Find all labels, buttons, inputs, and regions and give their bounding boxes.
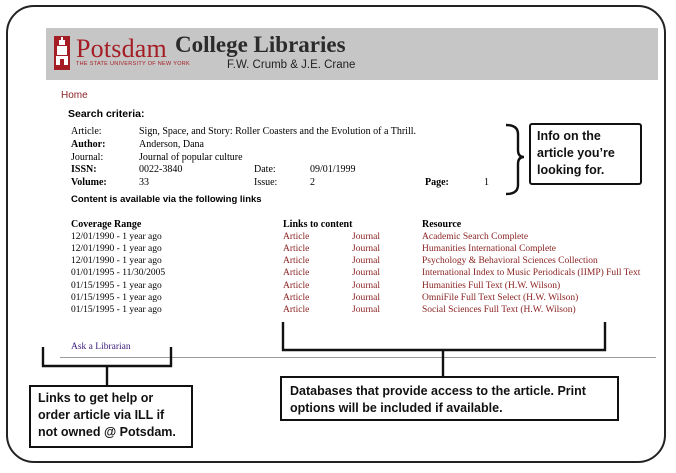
resource-link[interactable]: Humanities International Complete xyxy=(422,244,557,254)
resource-link[interactable]: Academic Search Complete xyxy=(422,232,529,242)
coverage-cell: 12/01/1990 - 1 year ago xyxy=(71,244,162,254)
volume-value: 33 xyxy=(139,177,149,188)
journal-link[interactable]: Journal xyxy=(352,268,380,278)
issue-value: 2 xyxy=(310,177,315,188)
article-link[interactable]: Article xyxy=(283,268,310,278)
library-title: College Libraries xyxy=(175,32,346,57)
coverage-cell: 01/15/1995 - 1 year ago xyxy=(71,293,162,303)
databases-callout: Databases that provide access to the article. Print options will be included if available. xyxy=(280,376,619,421)
info-bracket xyxy=(506,125,524,194)
library-subtitle: F.W. Crumb & J.E. Crane xyxy=(227,59,356,71)
journal-value: Journal of popular culture xyxy=(139,152,243,163)
article-link[interactable]: Article xyxy=(283,293,310,303)
ask-a-librarian-link[interactable]: Ask a Librarian xyxy=(71,342,131,352)
brand-subtitle: THE STATE UNIVERSITY OF NEW YORK xyxy=(76,61,191,67)
journal-link[interactable]: Journal xyxy=(352,281,380,291)
journal-link[interactable]: Journal xyxy=(352,305,380,315)
journal-link[interactable]: Journal xyxy=(352,244,380,254)
date-value: 09/01/1999 xyxy=(310,164,356,175)
links-to-content-header: Links to content xyxy=(283,219,353,230)
issn-label: ISSN: xyxy=(71,164,97,175)
help-bracket xyxy=(43,347,171,385)
coverage-cell: 01/15/1995 - 1 year ago xyxy=(71,281,162,291)
resource-link[interactable]: Humanities Full Text (H.W. Wilson) xyxy=(422,281,561,291)
coverage-range-header: Coverage Range xyxy=(71,219,142,230)
date-label: Date: xyxy=(254,164,276,175)
journal-label: Journal: xyxy=(71,152,104,163)
home-link[interactable]: Home xyxy=(61,90,88,101)
issn-value: 0022-3840 xyxy=(139,164,183,175)
article-link[interactable]: Article xyxy=(283,281,310,291)
author-label: Author: xyxy=(71,139,106,150)
journal-link[interactable]: Journal xyxy=(352,256,380,266)
article-info-callout: Info on the article you’re looking for. xyxy=(529,123,642,185)
search-criteria-heading: Search criteria: xyxy=(68,108,145,120)
resource-link[interactable]: OmniFile Full Text Select (H.W. Wilson) xyxy=(422,293,579,303)
resource-link[interactable]: Psychology & Behavioral Sciences Collection xyxy=(422,256,598,266)
coverage-cell: 01/01/1995 - 11/30/2005 xyxy=(71,268,166,278)
article-link[interactable]: Article xyxy=(283,256,310,266)
journal-link[interactable]: Journal xyxy=(352,293,380,303)
resource-header: Resource xyxy=(422,219,462,230)
article-value: Sign, Space, and Story: Roller Coasters and the Evolution of a Thrill. xyxy=(139,126,416,137)
resource-link[interactable]: Social Sciences Full Text (H.W. Wilson) xyxy=(422,305,576,315)
databases-bracket xyxy=(283,322,605,376)
article-link[interactable]: Article xyxy=(283,232,310,242)
coverage-cell: 12/01/1990 - 1 year ago xyxy=(71,232,162,242)
coverage-cell: 01/15/1995 - 1 year ago xyxy=(71,305,162,315)
issue-label: Issue: xyxy=(254,177,278,188)
journal-link[interactable]: Journal xyxy=(352,232,380,242)
availability-heading: Content is available via the following links xyxy=(71,194,262,205)
author-value: Anderson, Dana xyxy=(139,139,204,150)
brand-name: Potsdam xyxy=(76,34,167,63)
help-ill-callout: Links to get help or order article via ILL if not owned @ Potsdam. xyxy=(29,385,193,448)
page-label: Page: xyxy=(425,177,449,188)
page-value: 1 xyxy=(484,177,489,188)
coverage-cell: 12/01/1990 - 1 year ago xyxy=(71,256,162,266)
article-link[interactable]: Article xyxy=(283,244,310,254)
volume-label: Volume: xyxy=(71,177,107,188)
resource-link[interactable]: International Index to Music Periodicals (IIMP) Full Text xyxy=(422,268,641,278)
article-link[interactable]: Article xyxy=(283,305,310,315)
article-label: Article: xyxy=(71,126,102,137)
